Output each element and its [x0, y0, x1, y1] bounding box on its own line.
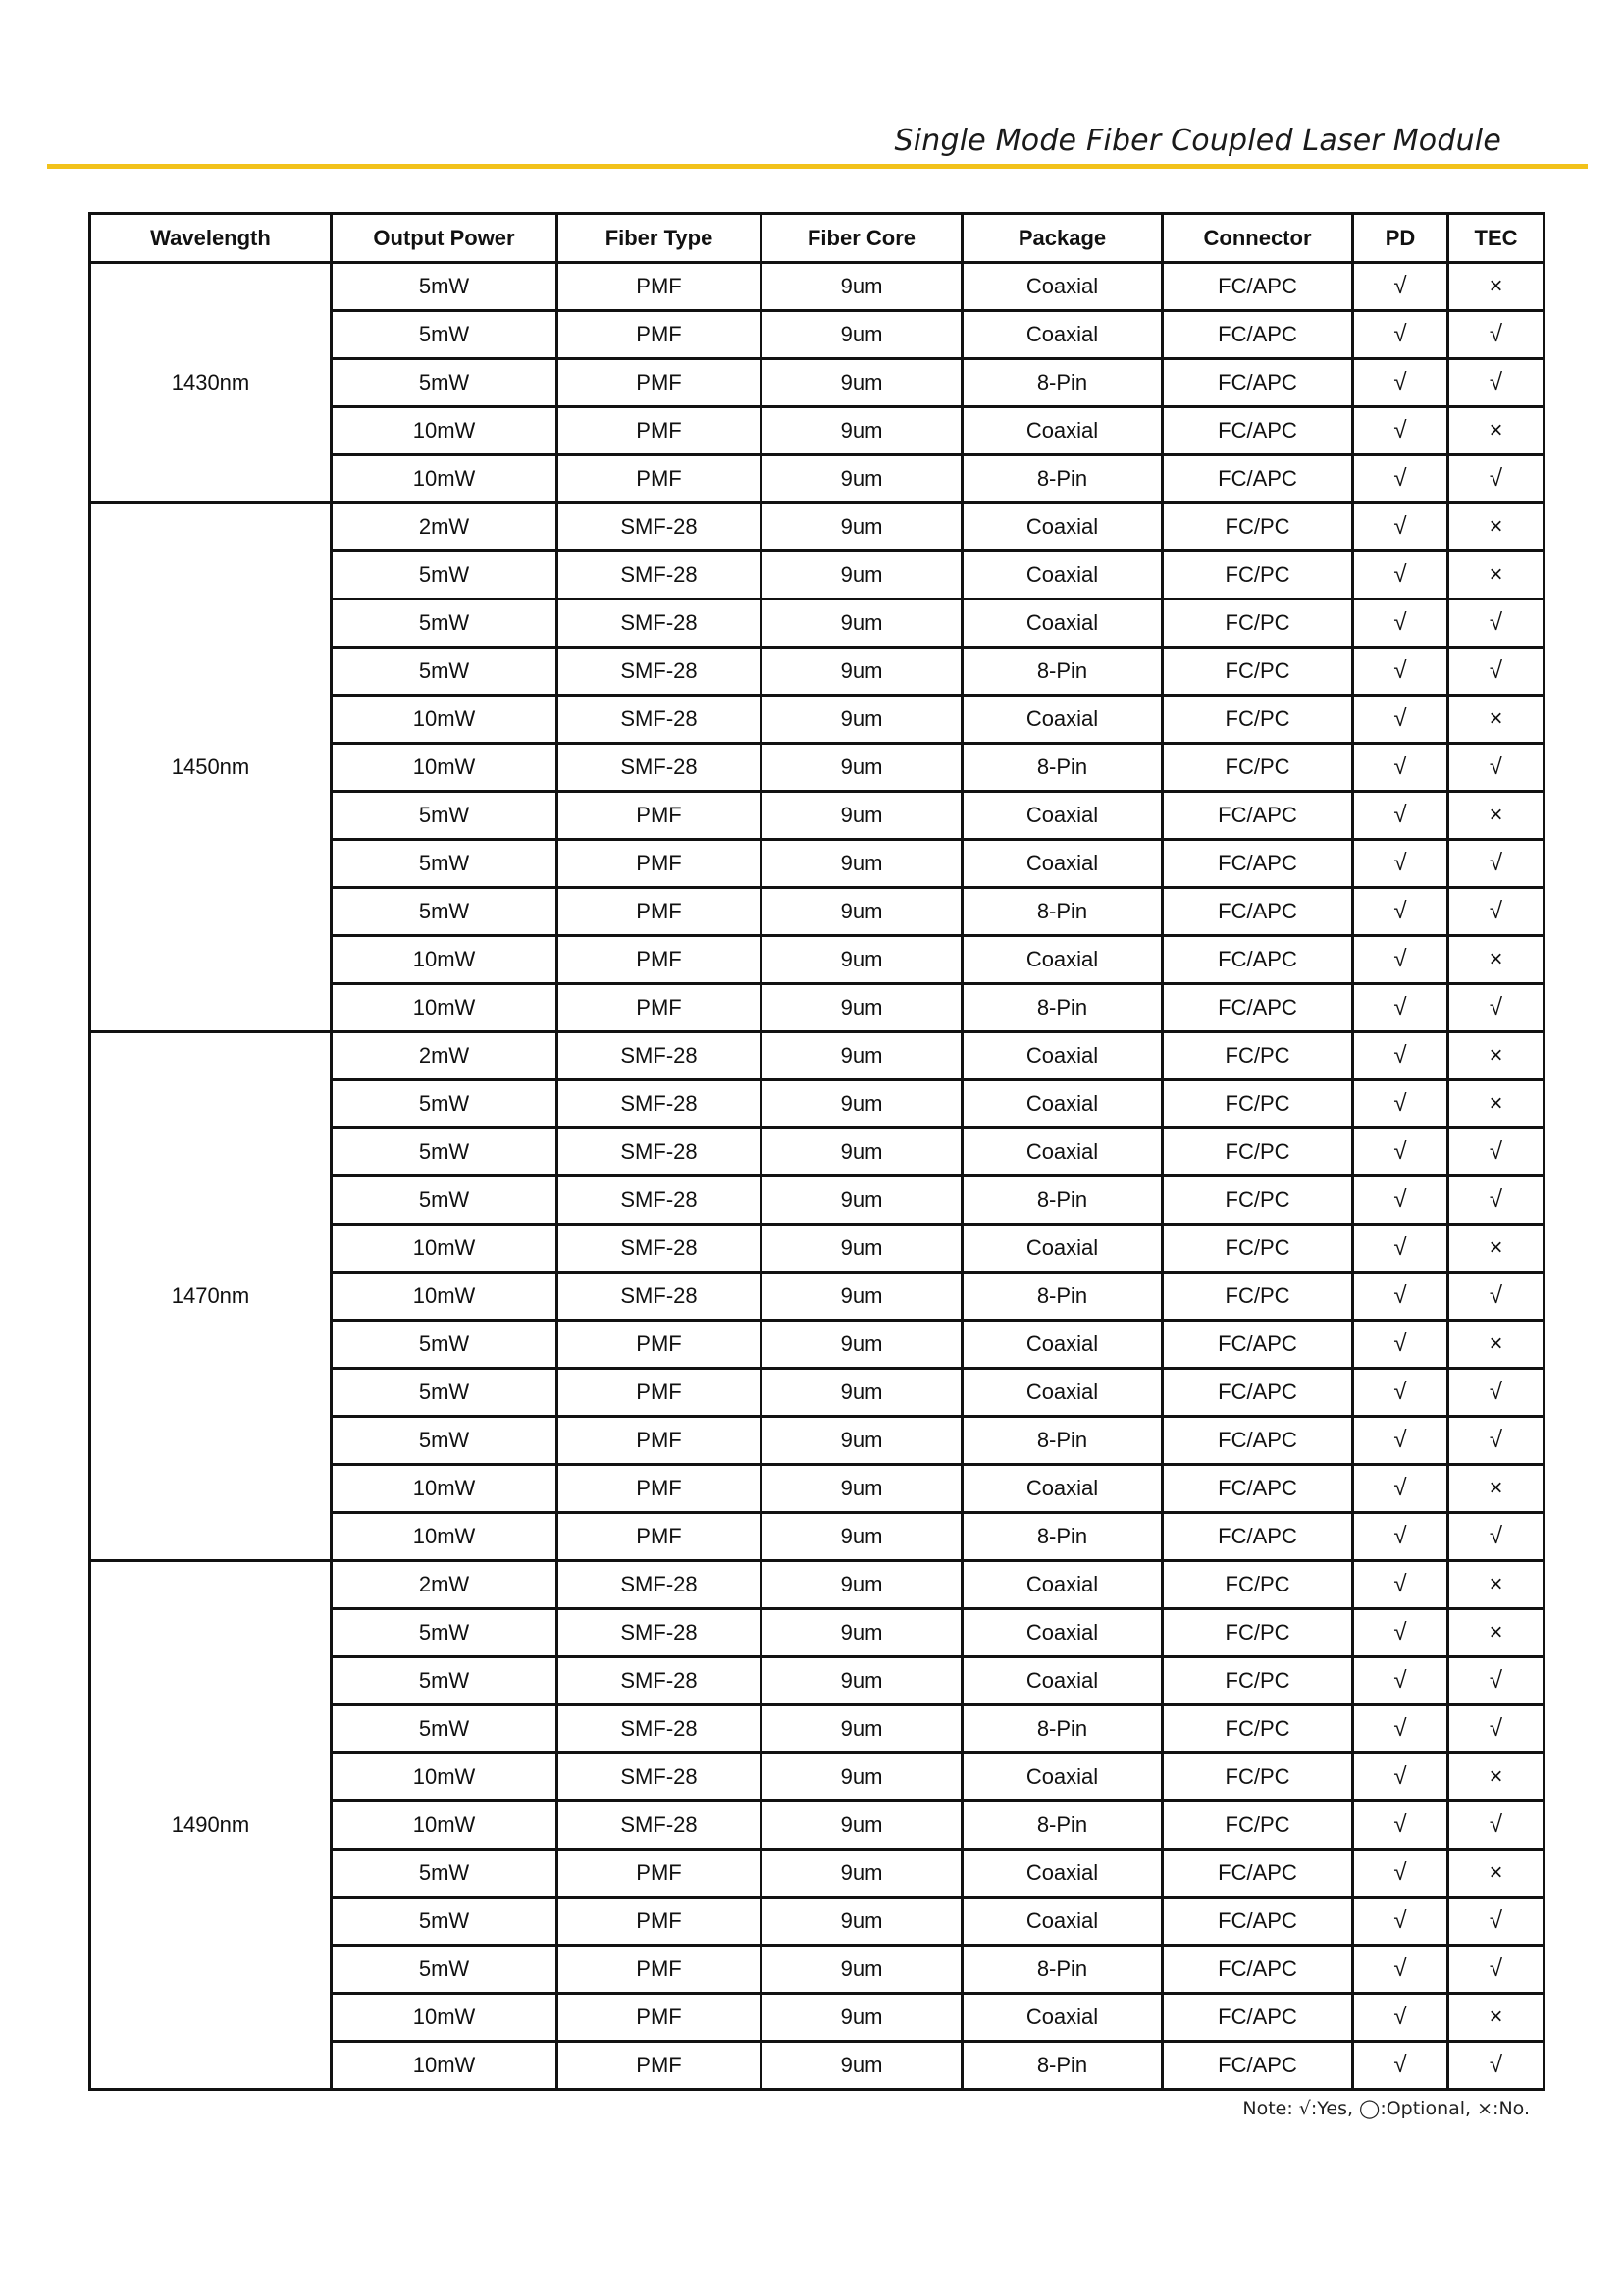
- package-cell: 8-Pin: [963, 1417, 1163, 1465]
- fiber-type-cell: SMF-28: [557, 1753, 761, 1801]
- fiber-type-cell: PMF: [557, 359, 761, 407]
- tec-cell: ×: [1448, 1609, 1545, 1657]
- tec-cell: ×: [1448, 407, 1545, 455]
- connector-cell: FC/PC: [1163, 1705, 1353, 1753]
- tec-cell: √: [1448, 1705, 1545, 1753]
- fiber-core-cell: 9um: [761, 1561, 963, 1609]
- column-header: Package: [963, 214, 1163, 263]
- fiber-type-cell: PMF: [557, 936, 761, 984]
- output-power-cell: 10mW: [332, 1994, 557, 2042]
- table-row: [90, 503, 1545, 551]
- tec-cell: ×: [1448, 1561, 1545, 1609]
- fiber-core-cell: 9um: [761, 1657, 963, 1705]
- connector-cell: FC/APC: [1163, 1417, 1353, 1465]
- tec-cell: ×: [1448, 1994, 1545, 2042]
- connector-cell: FC/PC: [1163, 1561, 1353, 1609]
- fiber-type-cell: SMF-28: [557, 648, 761, 696]
- fiber-type-cell: PMF: [557, 840, 761, 888]
- package-cell: Coaxial: [963, 1609, 1163, 1657]
- tec-cell: √: [1448, 1417, 1545, 1465]
- fiber-core-cell: 9um: [761, 455, 963, 503]
- connector-cell: FC/PC: [1163, 1657, 1353, 1705]
- connector-cell: FC/PC: [1163, 696, 1353, 744]
- package-cell: Coaxial: [963, 407, 1163, 455]
- fiber-type-cell: SMF-28: [557, 1273, 761, 1321]
- fiber-core-cell: 9um: [761, 1609, 963, 1657]
- fiber-type-cell: SMF-28: [557, 1609, 761, 1657]
- tec-cell: √: [1448, 984, 1545, 1032]
- fiber-core-cell: 9um: [761, 1176, 963, 1225]
- fiber-core-cell: 9um: [761, 1273, 963, 1321]
- pd-cell: √: [1353, 263, 1448, 311]
- fiber-core-cell: 9um: [761, 840, 963, 888]
- fiber-core-cell: 9um: [761, 792, 963, 840]
- column-header: Connector: [1163, 214, 1353, 263]
- connector-cell: FC/APC: [1163, 359, 1353, 407]
- package-cell: Coaxial: [963, 1753, 1163, 1801]
- package-cell: Coaxial: [963, 1657, 1163, 1705]
- connector-cell: FC/PC: [1163, 1032, 1353, 1080]
- connector-cell: FC/PC: [1163, 1273, 1353, 1321]
- package-cell: Coaxial: [963, 696, 1163, 744]
- fiber-type-cell: PMF: [557, 1513, 761, 1561]
- fiber-core-cell: 9um: [761, 2042, 963, 2090]
- connector-cell: FC/PC: [1163, 1176, 1353, 1225]
- fiber-core-cell: 9um: [761, 407, 963, 455]
- tec-cell: √: [1448, 1273, 1545, 1321]
- package-cell: Coaxial: [963, 936, 1163, 984]
- connector-cell: FC/APC: [1163, 1321, 1353, 1369]
- connector-cell: FC/APC: [1163, 936, 1353, 984]
- pd-cell: √: [1353, 1369, 1448, 1417]
- table-header-row: [90, 214, 1545, 263]
- tec-cell: ×: [1448, 1465, 1545, 1513]
- pd-cell: √: [1353, 1032, 1448, 1080]
- tec-cell: ×: [1448, 1225, 1545, 1273]
- output-power-cell: 5mW: [332, 792, 557, 840]
- pd-cell: √: [1353, 455, 1448, 503]
- tec-cell: √: [1448, 888, 1545, 936]
- package-cell: Coaxial: [963, 1994, 1163, 2042]
- pd-cell: √: [1353, 1273, 1448, 1321]
- output-power-cell: 10mW: [332, 1801, 557, 1850]
- pd-cell: √: [1353, 984, 1448, 1032]
- connector-cell: FC/APC: [1163, 407, 1353, 455]
- fiber-core-cell: 9um: [761, 503, 963, 551]
- fiber-type-cell: PMF: [557, 2042, 761, 2090]
- output-power-cell: 2mW: [332, 1561, 557, 1609]
- pd-cell: √: [1353, 744, 1448, 792]
- output-power-cell: 5mW: [332, 1128, 557, 1176]
- pd-cell: √: [1353, 1994, 1448, 2042]
- output-power-cell: 5mW: [332, 1176, 557, 1225]
- tec-cell: √: [1448, 455, 1545, 503]
- fiber-core-cell: 9um: [761, 1801, 963, 1850]
- package-cell: Coaxial: [963, 1850, 1163, 1898]
- output-power-cell: 5mW: [332, 1657, 557, 1705]
- package-cell: 8-Pin: [963, 1705, 1163, 1753]
- package-cell: 8-Pin: [963, 455, 1163, 503]
- tec-cell: ×: [1448, 1321, 1545, 1369]
- legend-note: Note: √:Yes, ◯:Optional, ×:No.: [1242, 2098, 1530, 2119]
- fiber-type-cell: PMF: [557, 888, 761, 936]
- package-cell: 8-Pin: [963, 744, 1163, 792]
- output-power-cell: 5mW: [332, 888, 557, 936]
- tec-cell: ×: [1448, 1753, 1545, 1801]
- output-power-cell: 5mW: [332, 1321, 557, 1369]
- package-cell: 8-Pin: [963, 888, 1163, 936]
- fiber-core-cell: 9um: [761, 1705, 963, 1753]
- fiber-type-cell: SMF-28: [557, 1561, 761, 1609]
- output-power-cell: 5mW: [332, 1898, 557, 1946]
- output-power-cell: 10mW: [332, 1225, 557, 1273]
- connector-cell: FC/APC: [1163, 455, 1353, 503]
- connector-cell: FC/APC: [1163, 1465, 1353, 1513]
- connector-cell: FC/APC: [1163, 1850, 1353, 1898]
- fiber-core-cell: 9um: [761, 1465, 963, 1513]
- fiber-type-cell: SMF-28: [557, 1801, 761, 1850]
- wavelength-cell: 1470nm: [90, 1032, 332, 1561]
- package-cell: Coaxial: [963, 1032, 1163, 1080]
- output-power-cell: 2mW: [332, 503, 557, 551]
- output-power-cell: 5mW: [332, 1946, 557, 1994]
- output-power-cell: 10mW: [332, 1753, 557, 1801]
- fiber-core-cell: 9um: [761, 1128, 963, 1176]
- connector-cell: FC/APC: [1163, 1898, 1353, 1946]
- tec-cell: √: [1448, 2042, 1545, 2090]
- tec-cell: √: [1448, 359, 1545, 407]
- fiber-core-cell: 9um: [761, 1898, 963, 1946]
- tec-cell: √: [1448, 1801, 1545, 1850]
- output-power-cell: 5mW: [332, 600, 557, 648]
- output-power-cell: 5mW: [332, 551, 557, 600]
- fiber-core-cell: 9um: [761, 744, 963, 792]
- connector-cell: FC/PC: [1163, 1753, 1353, 1801]
- pd-cell: √: [1353, 1946, 1448, 1994]
- tec-cell: √: [1448, 1128, 1545, 1176]
- pd-cell: √: [1353, 1321, 1448, 1369]
- package-cell: Coaxial: [963, 1321, 1163, 1369]
- fiber-type-cell: SMF-28: [557, 600, 761, 648]
- output-power-cell: 5mW: [332, 1080, 557, 1128]
- package-cell: Coaxial: [963, 600, 1163, 648]
- fiber-core-cell: 9um: [761, 1850, 963, 1898]
- pd-cell: √: [1353, 792, 1448, 840]
- package-cell: Coaxial: [963, 1465, 1163, 1513]
- tec-cell: ×: [1448, 1850, 1545, 1898]
- fiber-type-cell: PMF: [557, 311, 761, 359]
- fiber-type-cell: PMF: [557, 792, 761, 840]
- package-cell: 8-Pin: [963, 359, 1163, 407]
- column-header: TEC: [1448, 214, 1545, 263]
- package-cell: Coaxial: [963, 792, 1163, 840]
- output-power-cell: 10mW: [332, 455, 557, 503]
- fiber-core-cell: 9um: [761, 263, 963, 311]
- pd-cell: √: [1353, 1753, 1448, 1801]
- connector-cell: FC/PC: [1163, 1609, 1353, 1657]
- fiber-core-cell: 9um: [761, 696, 963, 744]
- connector-cell: FC/PC: [1163, 1225, 1353, 1273]
- fiber-core-cell: 9um: [761, 551, 963, 600]
- connector-cell: FC/APC: [1163, 1994, 1353, 2042]
- pd-cell: √: [1353, 840, 1448, 888]
- connector-cell: FC/PC: [1163, 600, 1353, 648]
- fiber-core-cell: 9um: [761, 1994, 963, 2042]
- column-header: Fiber Core: [761, 214, 963, 263]
- pd-cell: √: [1353, 1657, 1448, 1705]
- output-power-cell: 5mW: [332, 840, 557, 888]
- output-power-cell: 5mW: [332, 311, 557, 359]
- pd-cell: √: [1353, 648, 1448, 696]
- connector-cell: FC/APC: [1163, 792, 1353, 840]
- wavelength-cell: 1450nm: [90, 503, 332, 1032]
- package-cell: 8-Pin: [963, 648, 1163, 696]
- fiber-core-cell: 9um: [761, 600, 963, 648]
- fiber-type-cell: PMF: [557, 1417, 761, 1465]
- fiber-core-cell: 9um: [761, 1513, 963, 1561]
- connector-cell: FC/APC: [1163, 888, 1353, 936]
- fiber-type-cell: SMF-28: [557, 696, 761, 744]
- column-header: PD: [1353, 214, 1448, 263]
- fiber-core-cell: 9um: [761, 311, 963, 359]
- fiber-type-cell: SMF-28: [557, 1176, 761, 1225]
- connector-cell: FC/PC: [1163, 503, 1353, 551]
- fiber-type-cell: PMF: [557, 984, 761, 1032]
- fiber-type-cell: PMF: [557, 1994, 761, 2042]
- package-cell: Coaxial: [963, 263, 1163, 311]
- pd-cell: √: [1353, 1561, 1448, 1609]
- output-power-cell: 10mW: [332, 1465, 557, 1513]
- output-power-cell: 5mW: [332, 1705, 557, 1753]
- column-header: Fiber Type: [557, 214, 761, 263]
- pd-cell: √: [1353, 359, 1448, 407]
- wavelength-cell: 1430nm: [90, 263, 332, 503]
- connector-cell: FC/APC: [1163, 1513, 1353, 1561]
- pd-cell: √: [1353, 1801, 1448, 1850]
- package-cell: 8-Pin: [963, 2042, 1163, 2090]
- pd-cell: √: [1353, 1176, 1448, 1225]
- tec-cell: √: [1448, 1898, 1545, 1946]
- pd-cell: √: [1353, 311, 1448, 359]
- wavelength-cell: 1490nm: [90, 1561, 332, 2090]
- pd-cell: √: [1353, 888, 1448, 936]
- tec-cell: ×: [1448, 263, 1545, 311]
- connector-cell: FC/APC: [1163, 2042, 1353, 2090]
- output-power-cell: 5mW: [332, 1417, 557, 1465]
- tec-cell: √: [1448, 840, 1545, 888]
- fiber-core-cell: 9um: [761, 1321, 963, 1369]
- package-cell: 8-Pin: [963, 1513, 1163, 1561]
- output-power-cell: 10mW: [332, 407, 557, 455]
- fiber-core-cell: 9um: [761, 359, 963, 407]
- pd-cell: √: [1353, 696, 1448, 744]
- package-cell: 8-Pin: [963, 1176, 1163, 1225]
- connector-cell: FC/APC: [1163, 311, 1353, 359]
- fiber-type-cell: PMF: [557, 407, 761, 455]
- table-row: [90, 263, 1545, 311]
- fiber-core-cell: 9um: [761, 1032, 963, 1080]
- tec-cell: √: [1448, 648, 1545, 696]
- connector-cell: FC/PC: [1163, 1128, 1353, 1176]
- fiber-type-cell: SMF-28: [557, 1225, 761, 1273]
- pd-cell: √: [1353, 1705, 1448, 1753]
- fiber-type-cell: PMF: [557, 1850, 761, 1898]
- fiber-type-cell: PMF: [557, 1321, 761, 1369]
- package-cell: Coaxial: [963, 503, 1163, 551]
- tec-cell: √: [1448, 1176, 1545, 1225]
- package-cell: Coaxial: [963, 1561, 1163, 1609]
- output-power-cell: 10mW: [332, 1273, 557, 1321]
- fiber-core-cell: 9um: [761, 1946, 963, 1994]
- pd-cell: √: [1353, 1128, 1448, 1176]
- package-cell: Coaxial: [963, 1369, 1163, 1417]
- pd-cell: √: [1353, 1080, 1448, 1128]
- output-power-cell: 10mW: [332, 936, 557, 984]
- connector-cell: FC/APC: [1163, 1369, 1353, 1417]
- output-power-cell: 5mW: [332, 1369, 557, 1417]
- fiber-type-cell: PMF: [557, 263, 761, 311]
- fiber-type-cell: SMF-28: [557, 1080, 761, 1128]
- connector-cell: FC/APC: [1163, 1946, 1353, 1994]
- fiber-type-cell: PMF: [557, 1898, 761, 1946]
- pd-cell: √: [1353, 1609, 1448, 1657]
- package-cell: Coaxial: [963, 1898, 1163, 1946]
- connector-cell: FC/APC: [1163, 263, 1353, 311]
- output-power-cell: 2mW: [332, 1032, 557, 1080]
- pd-cell: √: [1353, 1850, 1448, 1898]
- column-header: Output Power: [332, 214, 557, 263]
- pd-cell: √: [1353, 600, 1448, 648]
- tec-cell: √: [1448, 1946, 1545, 1994]
- pd-cell: √: [1353, 936, 1448, 984]
- package-cell: Coaxial: [963, 551, 1163, 600]
- tec-cell: ×: [1448, 551, 1545, 600]
- tec-cell: ×: [1448, 696, 1545, 744]
- package-cell: 8-Pin: [963, 1946, 1163, 1994]
- connector-cell: FC/APC: [1163, 840, 1353, 888]
- table-body: [90, 263, 1545, 2090]
- connector-cell: FC/PC: [1163, 1080, 1353, 1128]
- output-power-cell: 5mW: [332, 1609, 557, 1657]
- connector-cell: FC/PC: [1163, 1801, 1353, 1850]
- tec-cell: ×: [1448, 792, 1545, 840]
- tec-cell: √: [1448, 600, 1545, 648]
- pd-cell: √: [1353, 1417, 1448, 1465]
- fiber-core-cell: 9um: [761, 984, 963, 1032]
- output-power-cell: 5mW: [332, 1850, 557, 1898]
- fiber-core-cell: 9um: [761, 1080, 963, 1128]
- tec-cell: √: [1448, 1657, 1545, 1705]
- page-title: Single Mode Fiber Coupled Laser Module: [894, 124, 1501, 158]
- tec-cell: √: [1448, 1369, 1545, 1417]
- pd-cell: √: [1353, 1225, 1448, 1273]
- output-power-cell: 5mW: [332, 359, 557, 407]
- fiber-core-cell: 9um: [761, 888, 963, 936]
- fiber-type-cell: SMF-28: [557, 1128, 761, 1176]
- package-cell: 8-Pin: [963, 984, 1163, 1032]
- fiber-type-cell: SMF-28: [557, 744, 761, 792]
- pd-cell: √: [1353, 503, 1448, 551]
- fiber-core-cell: 9um: [761, 1753, 963, 1801]
- fiber-core-cell: 9um: [761, 936, 963, 984]
- pd-cell: √: [1353, 1465, 1448, 1513]
- output-power-cell: 10mW: [332, 1513, 557, 1561]
- package-cell: 8-Pin: [963, 1273, 1163, 1321]
- fiber-core-cell: 9um: [761, 1417, 963, 1465]
- package-cell: Coaxial: [963, 840, 1163, 888]
- output-power-cell: 5mW: [332, 648, 557, 696]
- pd-cell: √: [1353, 551, 1448, 600]
- package-cell: 8-Pin: [963, 1801, 1163, 1850]
- tec-cell: ×: [1448, 936, 1545, 984]
- pd-cell: √: [1353, 1898, 1448, 1946]
- tec-cell: ×: [1448, 1080, 1545, 1128]
- pd-cell: √: [1353, 1513, 1448, 1561]
- output-power-cell: 10mW: [332, 696, 557, 744]
- table-row: [90, 1032, 1545, 1080]
- pd-cell: √: [1353, 407, 1448, 455]
- package-cell: Coaxial: [963, 311, 1163, 359]
- column-header: Wavelength: [90, 214, 332, 263]
- output-power-cell: 5mW: [332, 263, 557, 311]
- fiber-type-cell: PMF: [557, 1369, 761, 1417]
- output-power-cell: 10mW: [332, 984, 557, 1032]
- connector-cell: FC/PC: [1163, 648, 1353, 696]
- output-power-cell: 10mW: [332, 744, 557, 792]
- fiber-core-cell: 9um: [761, 1225, 963, 1273]
- fiber-core-cell: 9um: [761, 648, 963, 696]
- table-row: [90, 1561, 1545, 1609]
- tec-cell: ×: [1448, 1032, 1545, 1080]
- fiber-type-cell: SMF-28: [557, 1032, 761, 1080]
- pd-cell: √: [1353, 2042, 1448, 2090]
- fiber-type-cell: SMF-28: [557, 503, 761, 551]
- spec-table: [88, 212, 1545, 2091]
- connector-cell: FC/PC: [1163, 551, 1353, 600]
- package-cell: Coaxial: [963, 1225, 1163, 1273]
- tec-cell: √: [1448, 1513, 1545, 1561]
- header-divider: [47, 164, 1588, 169]
- tec-cell: √: [1448, 311, 1545, 359]
- fiber-type-cell: PMF: [557, 1465, 761, 1513]
- output-power-cell: 10mW: [332, 2042, 557, 2090]
- connector-cell: FC/PC: [1163, 744, 1353, 792]
- tec-cell: √: [1448, 744, 1545, 792]
- package-cell: Coaxial: [963, 1080, 1163, 1128]
- tec-cell: ×: [1448, 503, 1545, 551]
- package-cell: Coaxial: [963, 1128, 1163, 1176]
- connector-cell: FC/APC: [1163, 984, 1353, 1032]
- fiber-type-cell: PMF: [557, 1946, 761, 1994]
- fiber-type-cell: SMF-28: [557, 1657, 761, 1705]
- fiber-type-cell: PMF: [557, 455, 761, 503]
- fiber-type-cell: SMF-28: [557, 1705, 761, 1753]
- fiber-core-cell: 9um: [761, 1369, 963, 1417]
- fiber-type-cell: SMF-28: [557, 551, 761, 600]
